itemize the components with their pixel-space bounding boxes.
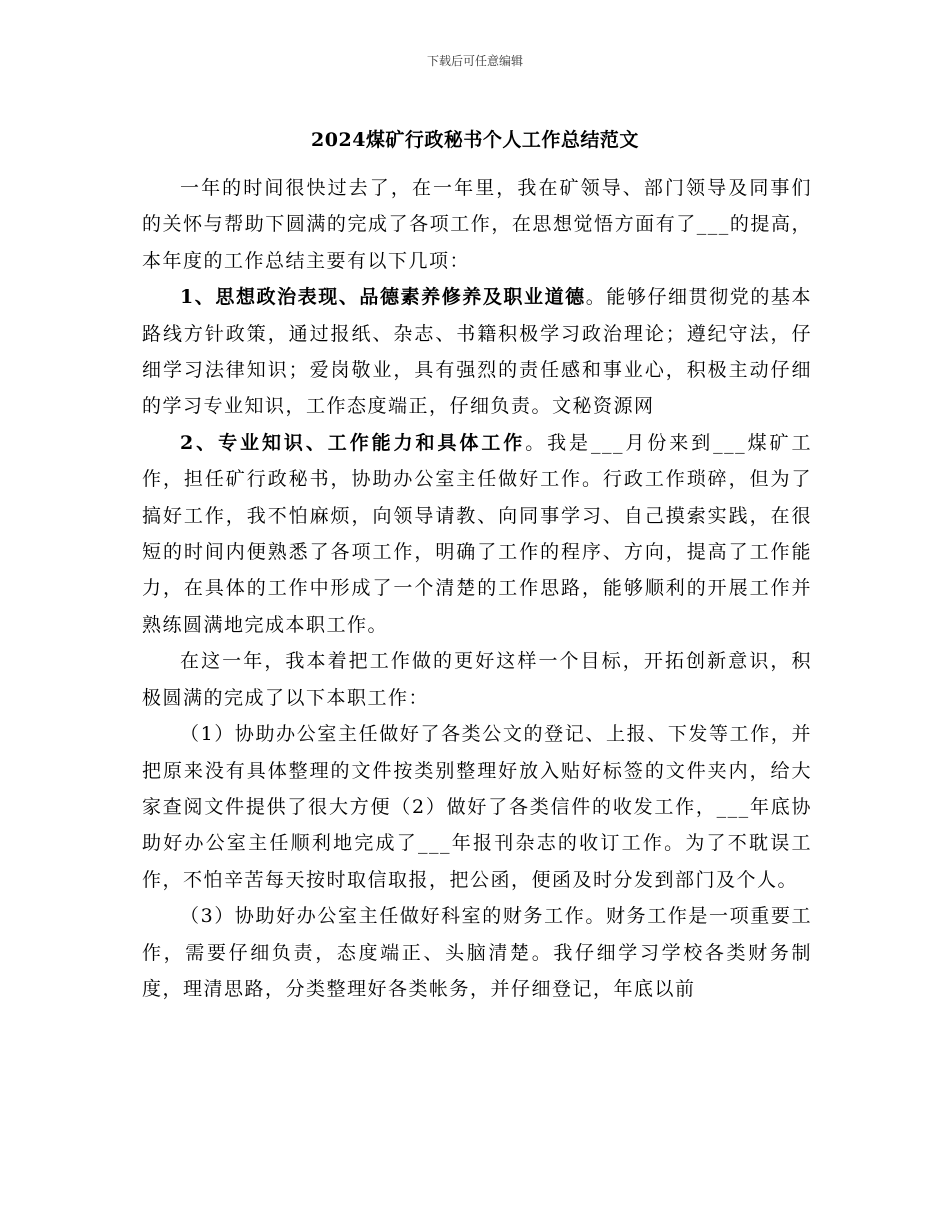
page-header: 下载后可任意编辑 — [426, 54, 523, 68]
document-body — [142, 170, 812, 1007]
paragraph-intro — [142, 170, 812, 279]
paragraph-section-2 — [142, 425, 812, 643]
section-heading: 1、思想政治表现、品德素养修养及职业道德 — [180, 286, 586, 309]
paragraph-text: （1）协助办公室主任做好了各类公文的登记、上报、下发等工作，并把原来没有具体整理的文件按类别整理好放入贴好标签的文件夹内，给大家查阅文件提供了很大方便（2）做好了各类信件的收发工作，___年底协助好办公室主任顺利地完成了___年报刊杂志的收订工作。为了不耽误工作，不怕辛苦每天按时取信取报，把公函，便函及时分发到部门及个人。 — [142, 723, 812, 891]
paragraph-section-1 — [142, 279, 812, 425]
paragraph-duties-intro — [142, 643, 812, 716]
paragraph-text: 。我是___月份来到___煤矿工作，担任矿行政秘书，协助办公室主任做好工作。行政工作琐碎，但为了搞好工作，我不怕麻烦，向领导请教、向同事学习、自己摸索实践，在很短的时间内便熟悉了各项工作，明确了工作的程序、方向，提高了工作能力，在具体的工作中形成了一个清楚的工作思路，能够顺利的开展工作并熟练圆满地完成本职工作。 — [142, 431, 812, 636]
paragraph-duty-3 — [142, 898, 812, 1007]
paragraph-duty-1 — [142, 716, 812, 898]
section-heading: 2、专业知识、工作能力和具体工作 — [180, 431, 526, 454]
document-title: 2024煤矿行政秘书个人工作总结范文 — [311, 129, 639, 151]
paragraph-text: （3）协助好办公室主任做好科室的财务工作。财务工作是一项重要工作，需要仔细负责，态度端正、头脑清楚。我仔细学习学校各类财务制度，理清思路，分类整理好各类帐务，并仔细登记，年底以前 — [142, 905, 812, 1000]
paragraph-text: 一年的时间很快过去了，在一年里，我在矿领导、部门领导及同事们的关怀与帮助下圆满的完成了各项工作，在思想觉悟方面有了___的提高，本年度的工作总结主要有以下几项： — [142, 177, 812, 272]
paragraph-text: 在这一年，我本着把工作做的更好这样一个目标，开拓创新意识，积极圆满的完成了以下本职工作： — [142, 650, 812, 709]
paragraph-text: 。能够仔细贯彻党的基本路线方针政策，通过报纸、杂志、书籍积极学习政治理论；遵纪守法，仔细学习法律知识；爱岗敬业，具有强烈的责任感和事业心，积极主动仔细的学习专业知识，工作态度端正，仔细负责。文秘资源网 — [142, 286, 812, 418]
